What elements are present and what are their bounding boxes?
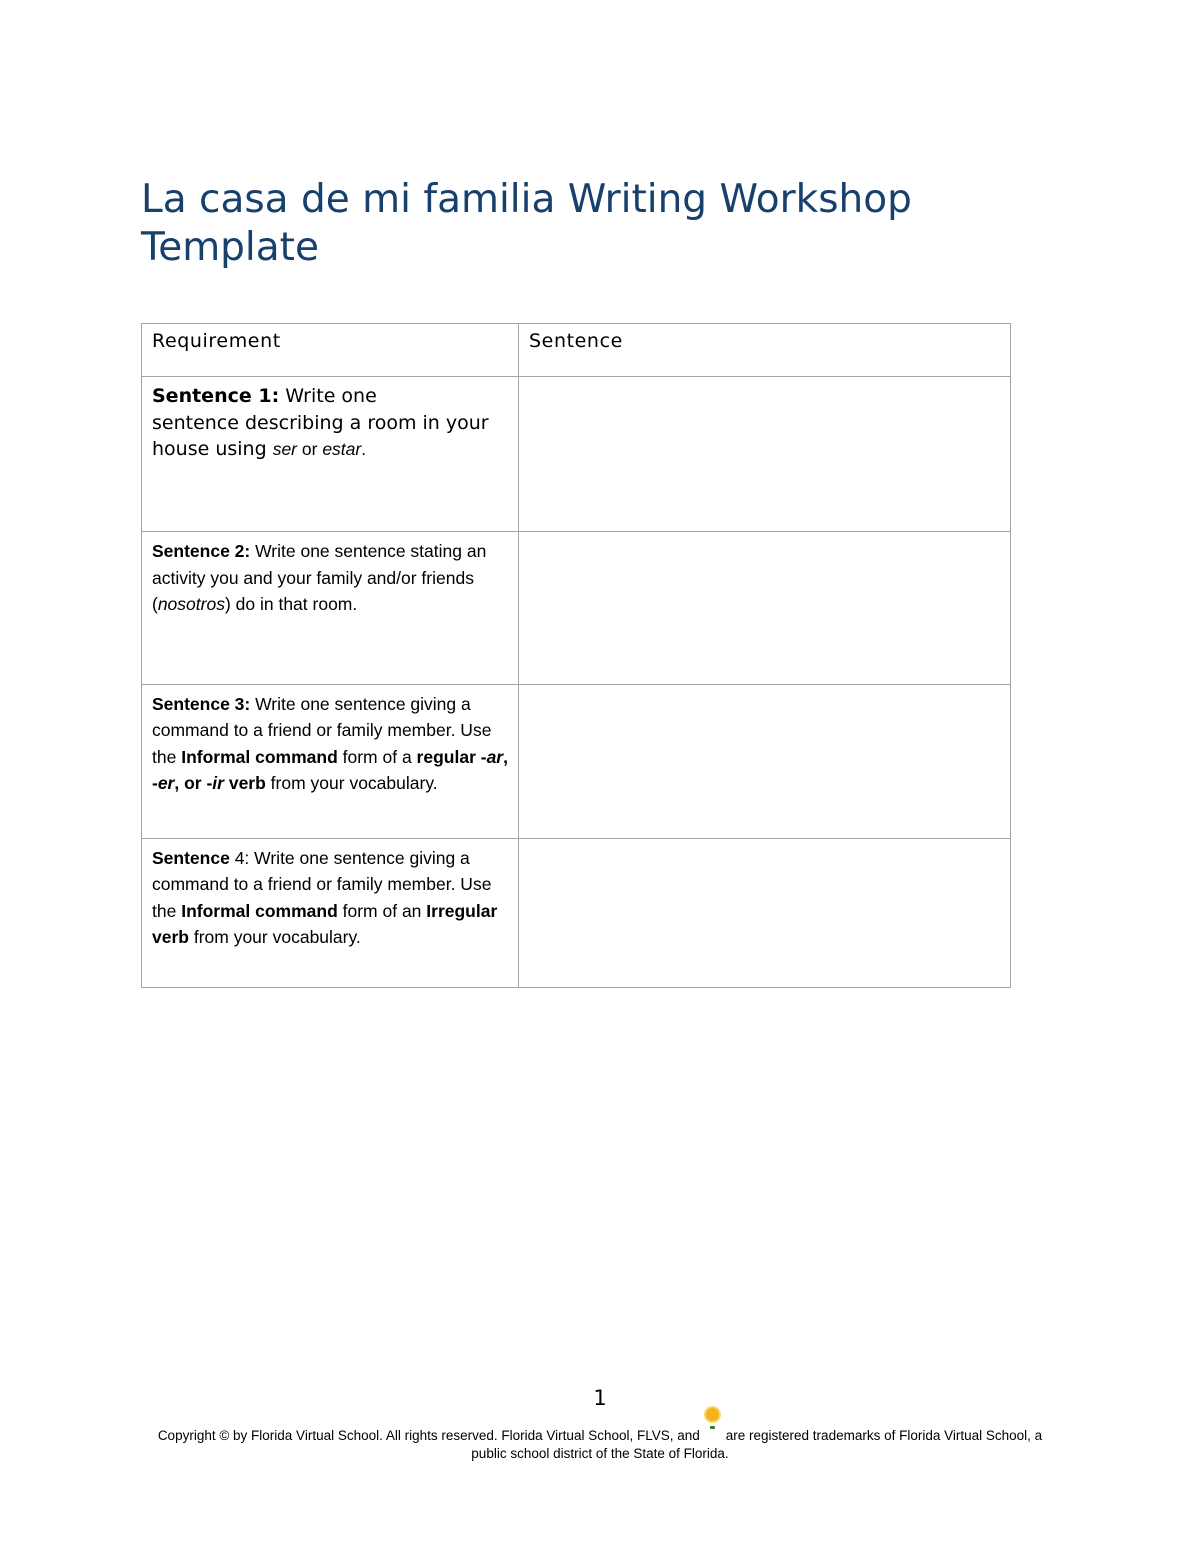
- requirement-cell-1: Sentence 1: Write one sentence describing a room in your house using ser or estar.: [142, 377, 519, 532]
- sentence-label-1: Sentence 1:: [152, 385, 280, 408]
- sentence-label-4: Sentence: [152, 847, 235, 868]
- page-title: La casa de mi familia Writing Workshop Template: [141, 177, 912, 270]
- table-row: [142, 838, 1011, 987]
- sentence-label-3: Sentence 3:: [152, 693, 251, 714]
- table-header-row: [142, 324, 1011, 377]
- copyright-text-start: Copyright © by Florida Virtual School. All rights reserved. Florida Virtual School, FLVS, and: [157, 1428, 700, 1443]
- sentence-answer-cell-2[interactable]: [519, 532, 1011, 684]
- requirement-cell-4: Sentence 4: Write one sentence giving a command to a friend or family member. Use the Informal command form of an Irregular verb from your vocabulary.: [142, 838, 519, 987]
- requirements-table: [141, 323, 1011, 988]
- requirement-cell-3: Sentence 3: Write one sentence giving a command to a friend or family member. Use the Informal command form of a regular -ar, -er, or -ir verb from your vocabulary.: [142, 684, 519, 838]
- sentence-answer-cell-4[interactable]: [519, 838, 1011, 987]
- flvs-sun-logo-icon: [706, 1420, 720, 1442]
- requirement-cell-2: Sentence 2: Write one sentence stating an activity you and your family and/or friends (nosotros) do in that room.: [142, 532, 519, 684]
- table-row: [142, 684, 1011, 838]
- sentence-answer-cell-3[interactable]: [519, 684, 1011, 838]
- page-number: 1: [593, 1386, 607, 1410]
- sentence-answer-cell-1[interactable]: [519, 377, 1011, 532]
- sentence-label-2: Sentence 2:: [152, 541, 251, 562]
- header-sentence: Sentence: [519, 324, 1011, 377]
- table-row: [142, 377, 1011, 532]
- copyright-text-end: are registered trademarks of Florida Virtual School, a public school district of the State of Florida.: [471, 1428, 1043, 1461]
- copyright-footer: [150, 1420, 1050, 1463]
- table-row: [142, 532, 1011, 684]
- header-requirement: Requirement: [142, 324, 519, 377]
